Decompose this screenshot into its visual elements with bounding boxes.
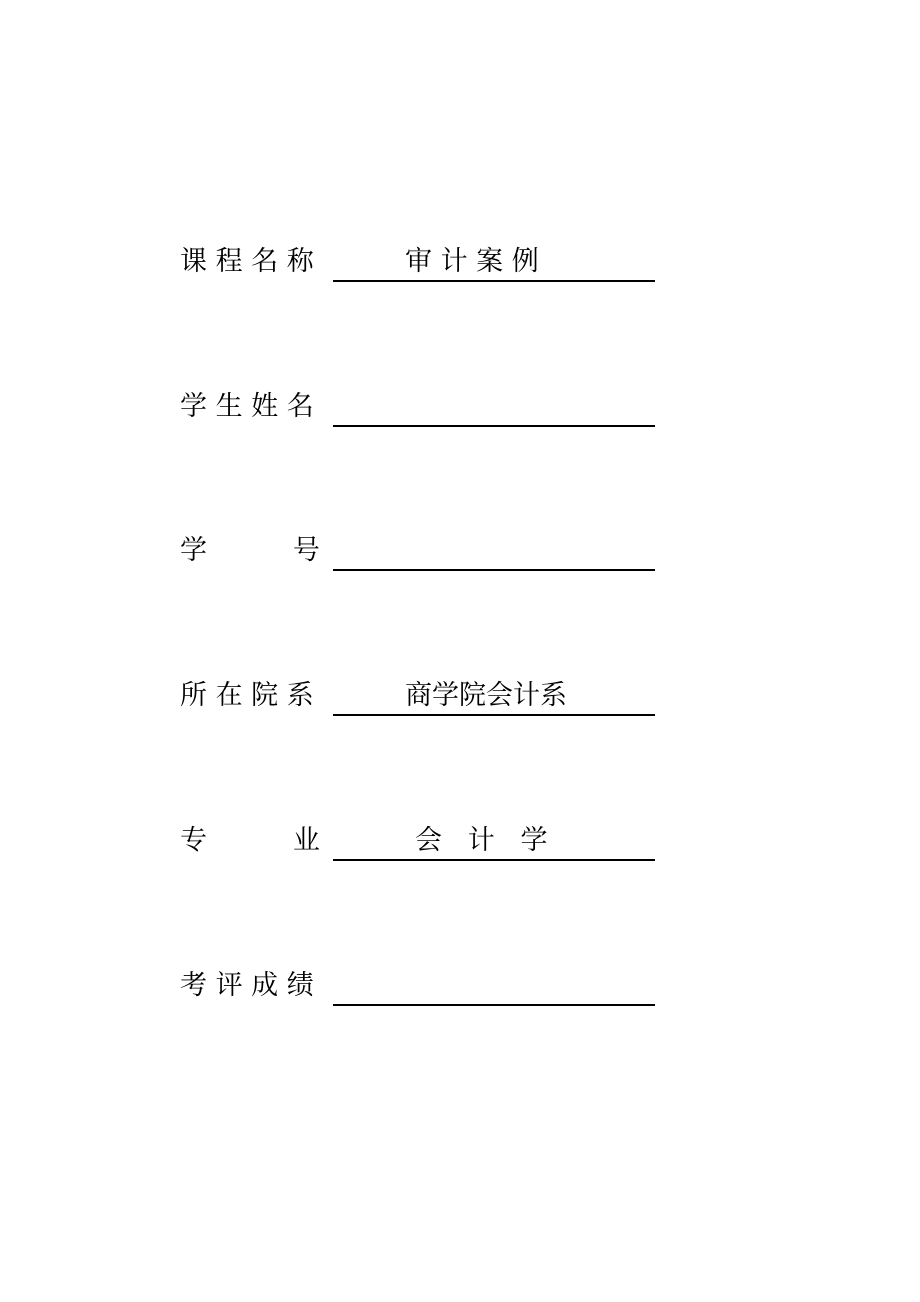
grade-label: 考 评 成 绩 bbox=[180, 970, 314, 1001]
grade-underline bbox=[333, 1004, 655, 1006]
student-id-row bbox=[180, 531, 655, 571]
grade-row bbox=[180, 966, 655, 1006]
student-name-label: 学 生 姓 名 bbox=[180, 391, 314, 422]
course-name-label: 课 程 名 称 bbox=[180, 246, 314, 277]
department-value: 商学院会计系 bbox=[405, 680, 567, 711]
major-value: 会 计 学 bbox=[415, 825, 548, 856]
student-name-row bbox=[180, 387, 655, 427]
student-id-label: 学 号 bbox=[180, 535, 320, 566]
major-label: 专 业 bbox=[180, 825, 320, 856]
department-row bbox=[180, 676, 655, 716]
course-name-value: 审 计 案 例 bbox=[405, 246, 539, 277]
major-underline bbox=[333, 859, 655, 861]
student-name-underline bbox=[333, 425, 655, 427]
course-name-row bbox=[180, 242, 655, 282]
department-label: 所 在 院 系 bbox=[180, 680, 314, 711]
student-id-underline bbox=[333, 569, 655, 571]
course-name-underline bbox=[333, 280, 655, 282]
major-row bbox=[180, 821, 655, 861]
department-underline bbox=[333, 714, 655, 716]
